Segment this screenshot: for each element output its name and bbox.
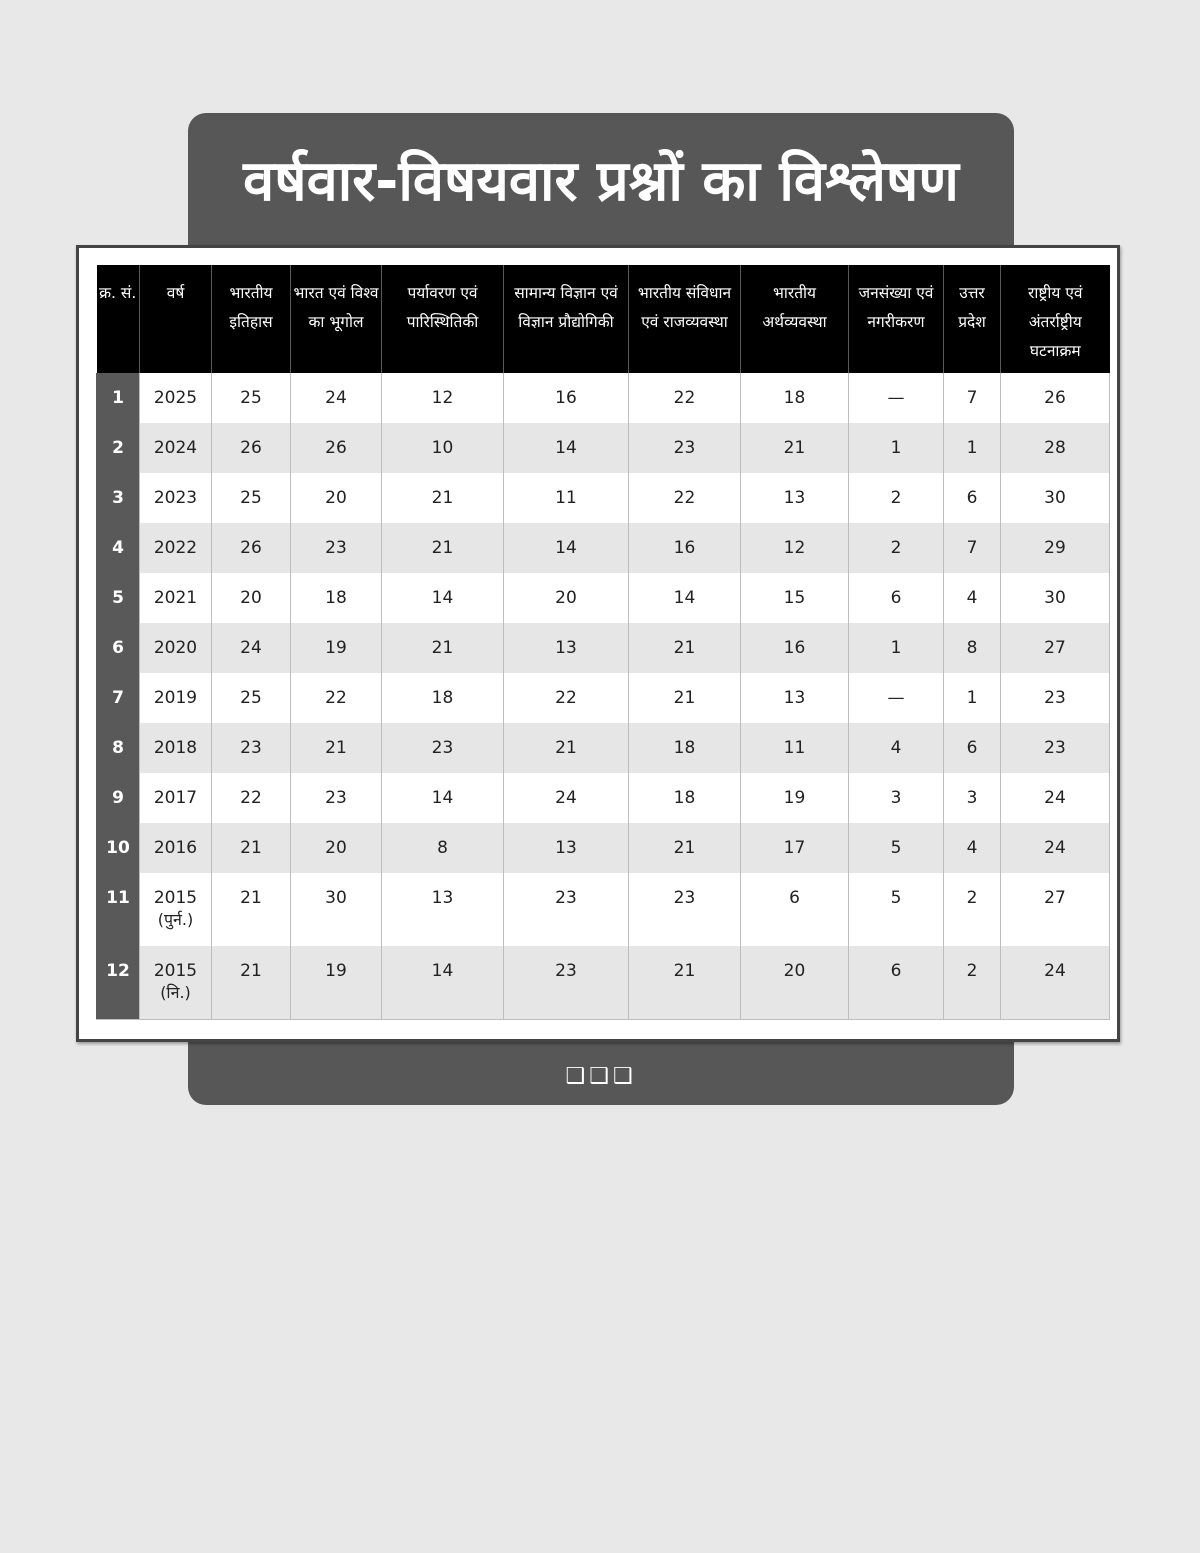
serial-cell: 5 <box>97 573 140 623</box>
serial-cell: 7 <box>97 673 140 723</box>
header-uttar-pradesh: उत्तर प्रदेश <box>944 265 1001 373</box>
cell-economy: 19 <box>741 773 849 823</box>
cell-uttar-pradesh: 6 <box>944 473 1001 523</box>
cell-science: 16 <box>504 373 629 423</box>
cell-population: 5 <box>849 873 944 946</box>
cell-uttar-pradesh: 2 <box>944 946 1001 1020</box>
cell-population: 3 <box>849 773 944 823</box>
cell-uttar-pradesh: 7 <box>944 373 1001 423</box>
cell-polity: 22 <box>629 473 741 523</box>
cell-uttar-pradesh: 8 <box>944 623 1001 673</box>
table-row <box>97 373 1110 423</box>
header-population: जनसंख्या एवं नगरीकरण <box>849 265 944 373</box>
cell-population: — <box>849 373 944 423</box>
cell-history: 21 <box>212 946 291 1020</box>
cell-polity: 21 <box>629 623 741 673</box>
table-row <box>97 673 1110 723</box>
table-row <box>97 773 1110 823</box>
cell-uttar-pradesh: 2 <box>944 873 1001 946</box>
year-cell <box>140 473 212 523</box>
cell-environment: 21 <box>382 473 504 523</box>
cell-history: 26 <box>212 523 291 573</box>
cell-current-affairs: 27 <box>1001 623 1110 673</box>
year-value: 2017 <box>153 788 198 808</box>
table-row <box>97 473 1110 523</box>
year-value: 2016 <box>153 838 198 858</box>
cell-current-affairs: 24 <box>1001 773 1110 823</box>
table-row <box>97 873 1110 946</box>
year-cell <box>140 623 212 673</box>
cell-science: 13 <box>504 623 629 673</box>
serial-cell: 1 <box>97 373 140 423</box>
cell-history: 23 <box>212 723 291 773</box>
cell-uttar-pradesh: 6 <box>944 723 1001 773</box>
analysis-table <box>96 265 1110 1020</box>
year-value: 2022 <box>153 538 198 558</box>
header-science: सामान्य विज्ञान एवं विज्ञान प्रौद्योगिकी <box>504 265 629 373</box>
cell-polity: 18 <box>629 773 741 823</box>
table-row <box>97 523 1110 573</box>
cell-population: — <box>849 673 944 723</box>
cell-uttar-pradesh: 1 <box>944 673 1001 723</box>
header-economy: भारतीय अर्थव्यवस्था <box>741 265 849 373</box>
serial-cell: 4 <box>97 523 140 573</box>
cell-science: 23 <box>504 946 629 1020</box>
year-value: 2024 <box>153 438 198 458</box>
cell-current-affairs: 27 <box>1001 873 1110 946</box>
serial-cell: 3 <box>97 473 140 523</box>
year-value: 2018 <box>153 738 198 758</box>
footer-box-icons: ❑❑❑ <box>565 1064 637 1089</box>
cell-population: 1 <box>849 423 944 473</box>
cell-population: 6 <box>849 573 944 623</box>
year-value: 2015 <box>153 888 198 908</box>
cell-population: 2 <box>849 473 944 523</box>
cell-polity: 21 <box>629 946 741 1020</box>
header-year: वर्ष <box>140 265 212 373</box>
cell-current-affairs: 23 <box>1001 673 1110 723</box>
year-cell <box>140 523 212 573</box>
year-cell <box>140 723 212 773</box>
header-environment: पर्यावरण एवं पारिस्थितिकी <box>382 265 504 373</box>
cell-polity: 16 <box>629 523 741 573</box>
cell-economy: 21 <box>741 423 849 473</box>
cell-polity: 21 <box>629 823 741 873</box>
cell-environment: 23 <box>382 723 504 773</box>
cell-population: 1 <box>849 623 944 673</box>
cell-current-affairs: 24 <box>1001 823 1110 873</box>
year-value: 2019 <box>153 688 198 708</box>
year-value: 2023 <box>153 488 198 508</box>
cell-geography: 23 <box>291 523 382 573</box>
cell-geography: 20 <box>291 823 382 873</box>
header-geography: भारत एवं विश्व का भूगोल <box>291 265 382 373</box>
header-indian-history: भारतीय इतिहास <box>212 265 291 373</box>
cell-history: 25 <box>212 473 291 523</box>
header-current-affairs: राष्ट्रीय एवं अंतर्राष्ट्रीय घटनाक्रम <box>1001 265 1110 373</box>
year-note: (नि.) <box>160 983 191 1002</box>
serial-cell: 9 <box>97 773 140 823</box>
table-row <box>97 823 1110 873</box>
cell-history: 24 <box>212 623 291 673</box>
cell-science: 11 <box>504 473 629 523</box>
cell-history: 22 <box>212 773 291 823</box>
cell-uttar-pradesh: 1 <box>944 423 1001 473</box>
serial-cell: 11 <box>97 873 140 946</box>
table-body <box>97 373 1110 1020</box>
cell-economy: 13 <box>741 673 849 723</box>
cell-population: 4 <box>849 723 944 773</box>
table-row <box>97 723 1110 773</box>
cell-environment: 21 <box>382 523 504 573</box>
cell-uttar-pradesh: 7 <box>944 523 1001 573</box>
serial-cell: 10 <box>97 823 140 873</box>
cell-uttar-pradesh: 4 <box>944 823 1001 873</box>
cell-economy: 6 <box>741 873 849 946</box>
year-value: 2020 <box>153 638 198 658</box>
cell-polity: 23 <box>629 423 741 473</box>
cell-geography: 20 <box>291 473 382 523</box>
cell-polity: 14 <box>629 573 741 623</box>
table-header-row <box>97 265 1110 373</box>
year-cell <box>140 946 212 1020</box>
page-title: वर्षवार-विषयवार प्रश्नों का विश्लेषण <box>243 149 959 214</box>
cell-current-affairs: 24 <box>1001 946 1110 1020</box>
cell-current-affairs: 23 <box>1001 723 1110 773</box>
cell-environment: 10 <box>382 423 504 473</box>
cell-environment: 13 <box>382 873 504 946</box>
table-row <box>97 946 1110 1020</box>
table-row <box>97 423 1110 473</box>
cell-economy: 12 <box>741 523 849 573</box>
cell-environment: 14 <box>382 773 504 823</box>
cell-geography: 19 <box>291 623 382 673</box>
cell-history: 25 <box>212 373 291 423</box>
cell-geography: 22 <box>291 673 382 723</box>
cell-polity: 18 <box>629 723 741 773</box>
cell-current-affairs: 30 <box>1001 573 1110 623</box>
cell-current-affairs: 29 <box>1001 523 1110 573</box>
table-card <box>76 245 1120 1042</box>
year-note: (पुर्न.) <box>157 910 194 929</box>
year-cell <box>140 373 212 423</box>
cell-history: 21 <box>212 873 291 946</box>
cell-economy: 17 <box>741 823 849 873</box>
cell-geography: 19 <box>291 946 382 1020</box>
cell-science: 13 <box>504 823 629 873</box>
cell-environment: 12 <box>382 373 504 423</box>
year-cell <box>140 673 212 723</box>
cell-history: 25 <box>212 673 291 723</box>
header-polity: भारतीय संविधान एवं राजव्यवस्था <box>629 265 741 373</box>
year-cell <box>140 423 212 473</box>
year-cell <box>140 823 212 873</box>
cell-uttar-pradesh: 3 <box>944 773 1001 823</box>
cell-economy: 16 <box>741 623 849 673</box>
header-serial: क्र. सं. <box>97 265 140 373</box>
cell-science: 21 <box>504 723 629 773</box>
cell-economy: 13 <box>741 473 849 523</box>
cell-polity: 22 <box>629 373 741 423</box>
cell-environment: 18 <box>382 673 504 723</box>
serial-cell: 2 <box>97 423 140 473</box>
cell-population: 2 <box>849 523 944 573</box>
cell-population: 6 <box>849 946 944 1020</box>
year-value: 2025 <box>153 388 198 408</box>
cell-geography: 26 <box>291 423 382 473</box>
cell-science: 23 <box>504 873 629 946</box>
cell-science: 24 <box>504 773 629 823</box>
cell-polity: 23 <box>629 873 741 946</box>
table-row <box>97 573 1110 623</box>
cell-science: 20 <box>504 573 629 623</box>
year-value: 2021 <box>153 588 198 608</box>
cell-geography: 21 <box>291 723 382 773</box>
cell-economy: 20 <box>741 946 849 1020</box>
cell-science: 14 <box>504 423 629 473</box>
cell-science: 14 <box>504 523 629 573</box>
table-row <box>97 623 1110 673</box>
cell-geography: 30 <box>291 873 382 946</box>
cell-geography: 18 <box>291 573 382 623</box>
cell-history: 26 <box>212 423 291 473</box>
cell-environment: 14 <box>382 946 504 1020</box>
year-value: 2015 <box>153 961 198 981</box>
cell-science: 22 <box>504 673 629 723</box>
cell-history: 20 <box>212 573 291 623</box>
cell-economy: 11 <box>741 723 849 773</box>
year-cell <box>140 873 212 946</box>
cell-environment: 8 <box>382 823 504 873</box>
cell-uttar-pradesh: 4 <box>944 573 1001 623</box>
cell-history: 21 <box>212 823 291 873</box>
year-cell <box>140 773 212 823</box>
cell-current-affairs: 30 <box>1001 473 1110 523</box>
cell-environment: 14 <box>382 573 504 623</box>
cell-population: 5 <box>849 823 944 873</box>
serial-cell: 12 <box>97 946 140 1020</box>
cell-economy: 18 <box>741 373 849 423</box>
cell-current-affairs: 26 <box>1001 373 1110 423</box>
cell-polity: 21 <box>629 673 741 723</box>
cell-current-affairs: 28 <box>1001 423 1110 473</box>
serial-cell: 6 <box>97 623 140 673</box>
cell-economy: 15 <box>741 573 849 623</box>
cell-geography: 23 <box>291 773 382 823</box>
cell-geography: 24 <box>291 373 382 423</box>
serial-cell: 8 <box>97 723 140 773</box>
year-cell <box>140 573 212 623</box>
cell-environment: 21 <box>382 623 504 673</box>
